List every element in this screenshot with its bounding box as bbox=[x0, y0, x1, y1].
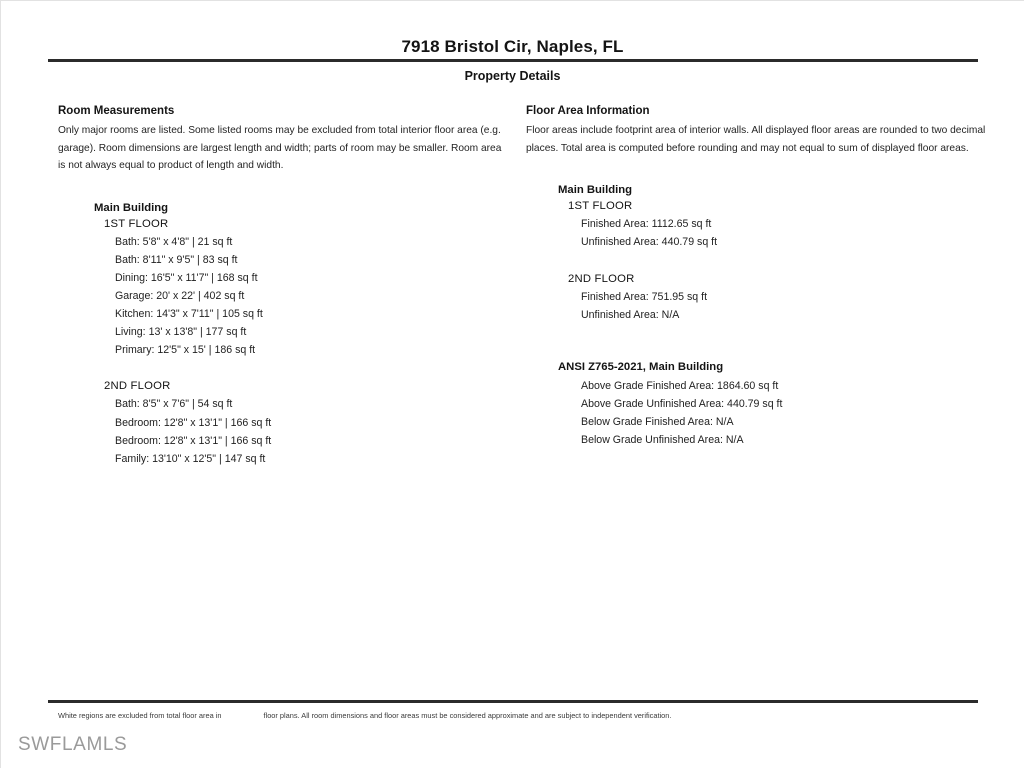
ansi-standard-group bbox=[526, 361, 986, 449]
ansi-area-list bbox=[526, 377, 986, 449]
ansi-standard-title: ANSI Z765-2021, Main Building bbox=[558, 360, 724, 373]
left-building-group bbox=[58, 202, 510, 468]
left-building-name: Main Building bbox=[94, 201, 169, 214]
mls-watermark: SWFLAMLS bbox=[18, 734, 128, 755]
right-floor-1-area-list bbox=[526, 215, 986, 251]
header-divider bbox=[48, 59, 978, 62]
right-building-name: Main Building bbox=[558, 184, 633, 197]
page-subtitle: Property Details bbox=[464, 69, 561, 83]
left-floor-name-1: 1ST FLOOR bbox=[104, 217, 169, 230]
right-floor-block-2 bbox=[526, 273, 986, 324]
right-floor-name-1: 1ST FLOOR bbox=[568, 200, 633, 213]
left-floor-1-room-list bbox=[58, 233, 510, 360]
list-item: Bedroom: 12'8" x 13'1" | 166 sq ft bbox=[115, 434, 272, 447]
right-floor-block-1 bbox=[526, 200, 986, 251]
list-item: Bedroom: 12'8" x 13'1" | 166 sq ft bbox=[115, 416, 272, 429]
room-measurements-note: Only major rooms are listed. Some listed rooms may be excluded from total interior floor area (e.g. garage). Room dimensions are largest length and width; parts of room may be smaller. Room area is not always equal to product of length and width. bbox=[58, 125, 502, 172]
footer-disclaimer-part-a: White regions are excluded from total floor area in bbox=[58, 711, 222, 720]
page-title: 7918 Bristol Cir, Naples, FL bbox=[401, 37, 624, 56]
left-floor-2-room-list bbox=[58, 395, 510, 467]
list-item: Unfinished Area: N/A bbox=[581, 309, 680, 322]
list-item: Finished Area: 1112.65 sq ft bbox=[581, 218, 712, 231]
list-item: Bath: 8'5" x 7'6" | 54 sq ft bbox=[115, 398, 233, 411]
list-item: Below Grade Finished Area: N/A bbox=[581, 415, 734, 428]
right-floor-name-2: 2ND FLOOR bbox=[568, 273, 635, 286]
right-floor-2-area-list bbox=[526, 288, 986, 324]
list-item: Primary: 12'5" x 15' | 186 sq ft bbox=[115, 344, 256, 357]
room-measurements-heading: Room Measurements bbox=[58, 105, 175, 117]
list-item: Kitchen: 14'3" x 7'11" | 105 sq ft bbox=[115, 308, 263, 321]
list-item: Bath: 5'8" x 4'8" | 21 sq ft bbox=[115, 235, 233, 248]
floor-area-heading: Floor Area Information bbox=[526, 105, 650, 117]
right-building-group bbox=[526, 184, 986, 324]
left-floor-name-2: 2ND FLOOR bbox=[104, 380, 171, 393]
list-item: Below Grade Unfinished Area: N/A bbox=[581, 433, 744, 446]
list-item: Finished Area: 751.95 sq ft bbox=[581, 291, 708, 304]
list-item: Bath: 8'11" x 9'5" | 83 sq ft bbox=[115, 253, 238, 266]
list-item: Living: 13' x 13'8" | 177 sq ft bbox=[115, 326, 247, 339]
floor-area-note: Floor areas include footprint area of interior walls. All displayed floor areas are rounded to two decimal places. Total area is computed before rounding and may not equal to sum of displayed floor areas. bbox=[526, 125, 986, 154]
left-floor-block-2 bbox=[58, 380, 510, 467]
footer-divider bbox=[48, 700, 978, 703]
list-item: Above Grade Unfinished Area: 440.79 sq ft bbox=[581, 397, 783, 410]
left-floor-block-1 bbox=[58, 218, 510, 360]
footer-disclaimer bbox=[58, 711, 988, 720]
room-measurements-column bbox=[58, 105, 510, 468]
list-item: Garage: 20' x 22' | 402 sq ft bbox=[115, 290, 245, 303]
footer-disclaimer-part-b: floor plans. All room dimensions and floor areas must be considered approximate and are subject to independent verification. bbox=[263, 711, 672, 720]
list-item: Dining: 16'5" x 11'7" | 168 sq ft bbox=[115, 271, 258, 284]
list-item: Family: 13'10" x 12'5" | 147 sq ft bbox=[115, 452, 266, 465]
floor-area-column bbox=[526, 105, 986, 449]
list-item: Unfinished Area: 440.79 sq ft bbox=[581, 236, 718, 249]
list-item: Above Grade Finished Area: 1864.60 sq ft bbox=[581, 379, 779, 392]
